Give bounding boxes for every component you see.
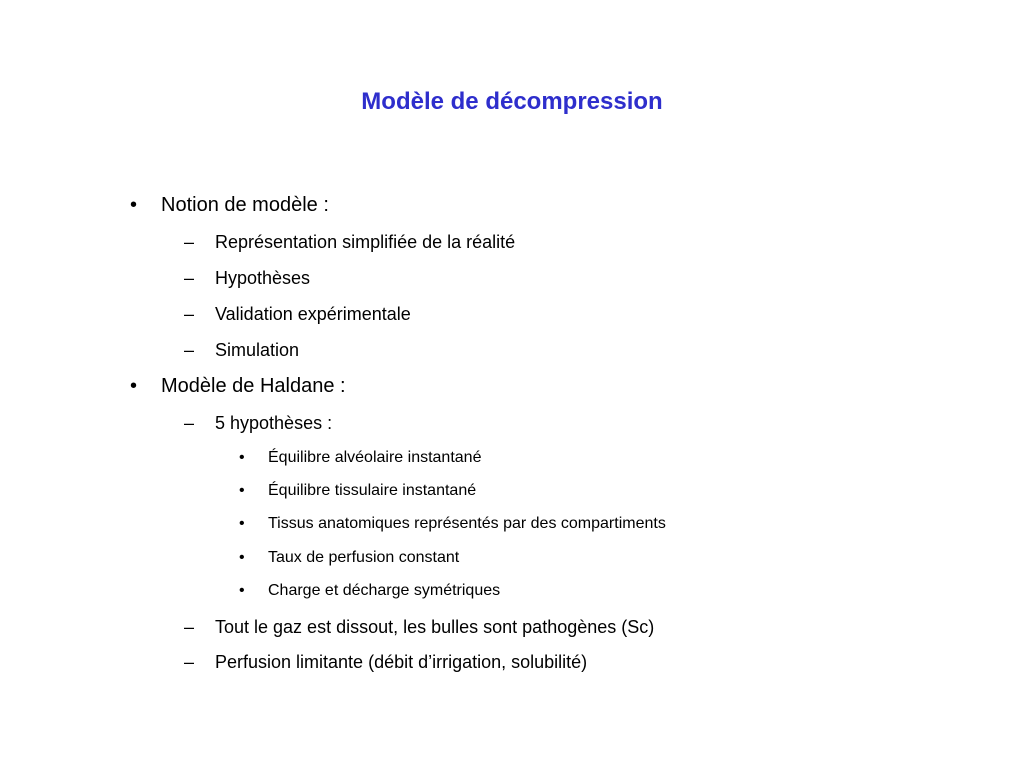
bullet-marker: • — [239, 449, 245, 466]
bullet-marker: • — [130, 375, 138, 397]
dash-marker: – — [184, 304, 195, 324]
dash-marker: – — [184, 268, 195, 288]
subsubitem-text: Taux de perfusion constant — [268, 549, 460, 566]
dash-marker: – — [184, 232, 195, 252]
subsubitem-text: Tissus anatomiques représentés par des compartiments — [268, 515, 666, 532]
subsubitem-text: Équilibre tissulaire instantané — [268, 482, 477, 499]
subitem-text: Perfusion limitante (débit d’irrigation, solubilité) — [215, 652, 588, 672]
bullet-marker: • — [239, 582, 245, 599]
subsubitem-text: Charge et décharge symétriques — [268, 582, 501, 599]
bullet-marker: • — [130, 194, 138, 216]
slide-title: Modèle de décompression — [361, 88, 663, 115]
subitem-text: 5 hypothèses : — [215, 413, 333, 433]
subitem-text: Simulation — [215, 340, 300, 360]
bullet-marker: • — [239, 549, 245, 566]
subitem-text: Représentation simplifiée de la réalité — [215, 232, 516, 252]
dash-marker: – — [184, 617, 195, 637]
bullet-marker: • — [239, 515, 245, 532]
subitem-text: Validation expérimentale — [215, 304, 411, 324]
dash-marker: – — [184, 413, 195, 433]
subsubitem-text: Équilibre alvéolaire instantané — [268, 449, 482, 466]
dash-marker: – — [184, 652, 195, 672]
subitem-text: Hypothèses — [215, 268, 311, 288]
subitem-text: Tout le gaz est dissout, les bulles sont pathogènes (Sc) — [215, 617, 655, 637]
bullet-text: Modèle de Haldane : — [161, 375, 346, 397]
bullet-marker: • — [239, 482, 245, 499]
dash-marker: – — [184, 340, 195, 360]
bullet-text: Notion de modèle : — [161, 194, 329, 216]
